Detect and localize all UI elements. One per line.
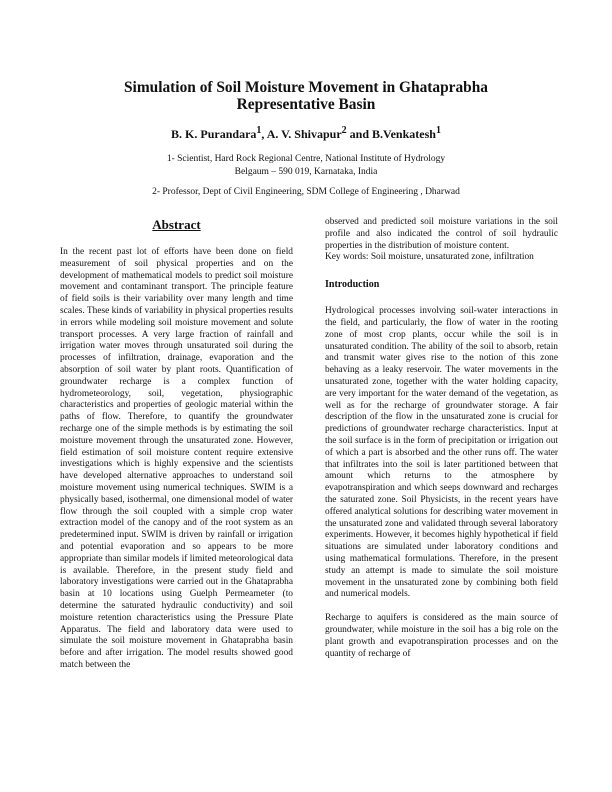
author-affiliation-mark: 1 xyxy=(435,125,441,136)
abstract-heading: Abstract xyxy=(152,217,201,232)
paper-title xyxy=(60,79,552,113)
author-affiliation-mark: 1 xyxy=(256,125,262,136)
title-line-1: Simulation of Soil Moisture Movement in Ghataprabha xyxy=(124,79,488,96)
abstract-text: In the recent past lot of efforts have been done on field measurement of soil physical properties and on the development of mathematical models to predict soil moisture movement and contaminant transport. The principle feature of field soils is their variability over many length and time scales. These kinds of variability in physical properties results in errors while modeling soil moisture movement and solute transport processes. A very large fraction of rainfall and irrigation water moves through unsaturated soil during the processes of infiltration, drainage, evaporation and the absorption of soil water by plant roots. Quantification of groundwater recharge is a complex function of hydrometeorology, soil, vegetation, physiographic characteristics and properties of geologic material within the paths of flow. Therefore, to quantify the groundwater recharge one of the simple methods is by estimating the soil moisture movement through the unsaturated zone. However, field estimation of soil moisture content require extensive investigations which is highly expensive and the scientists have developed alternative approaches to understand soil moisture movement using numerical techniques. SWIM is a physically based, isothermal, one dimensional model of water flow through the soil coupled with a simple crop water extraction model of the canopy and of the root system as an predetermined input. SWIM is driven by rainfall or irrigation and potential evaporation and so appears to be more appropriate than similar models if limited meteorological data is available. Therefore, in the present study field and laboratory investigations were carried out in the Ghataprabha basin at 10 locations using Guelph Permeameter (to determine the saturated hydraulic conductivity) and soil moisture retention characteristics using the Pressure Plate Apparatus. The field and laboratory data were used to simulate the soil moisture movement in Ghataprabha basin before and after irrigation. The model results showed good match between the xyxy=(60,247,293,670)
abstract-continuation: observed and predicted soil moisture variations in the soil profile and also indicated the control of soil hydraulic properties in the distribution of moisture content. xyxy=(325,217,558,251)
introduction-heading: Introduction xyxy=(325,279,380,291)
affiliation-1-line-2: Belgaum – 590 019, Karnataka, India xyxy=(234,167,378,177)
left-column xyxy=(60,217,293,672)
author-name: B. K. Purandara xyxy=(171,127,257,141)
author-affiliation-mark: 2 xyxy=(341,125,347,136)
right-column xyxy=(325,217,558,660)
author-list xyxy=(60,124,552,141)
affiliation-1-line-1: 1- Scientist, Hard Rock Regional Centre, National Institute of Hydrology xyxy=(166,154,446,164)
author-separator: and xyxy=(346,127,373,141)
affiliation-1 xyxy=(60,153,552,179)
introduction-paragraph-1: Hydrological processes involving soil-water interactions in the field, and particularly, the flow of water in the rooting zone of most crop plants, occur while the soil is in unsaturated condition. The ability of the soil to absorb, retain and transmit water gives rise to the notion of this zone behaving as a leaky reservoir. The water movements in the unsaturated zone, together with the water holding capacity, are very important for the water demand of the vegetation, as well as for the recharge of groundwater storage. A fair description of the flow in the unsaturated zone is crucial for predictions of groundwater recharge characteristics. Input at the soil surface is in the form of precipitation or irrigation out of which a part is absorbed and the other runs off. The water that infiltrates into the soil is later partitioned between that amount which returns to the atmosphere by evapotranspiration and which seeps downward and recharges the saturated zone. Soil Physicists, in the recent years have offered analytical solutions for describing water movement in the unsaturated zone and validated through several laboratory experiments. However, it becomes highly hypothetical if field situations are simulated under laboratory conditions and using mathematical formulations. Therefore, in the present study an attempt is made to simulate the soil moisture movement in the unsaturated zone by combining both field and numerical models. xyxy=(325,306,558,600)
keywords: Key words: Soil moisture, unsaturated zone, infiltration xyxy=(325,252,534,263)
title-line-2: Representative Basin xyxy=(236,96,376,113)
author-name: A. V. Shivapur xyxy=(266,127,342,141)
affiliation-2: 2- Professor, Dept of Civil Engineering, SDM College of Engineering , Dharwad xyxy=(152,187,460,197)
author-separator: , xyxy=(261,127,267,141)
introduction-paragraph-2: Recharge to aquifers is considered as the main source of groundwater, while moisture in the soil has a big role on the plant growth and evapotranspiration processes and on the quantity of recharge of xyxy=(325,613,558,659)
author-name: B.Venkatesh xyxy=(372,127,436,141)
